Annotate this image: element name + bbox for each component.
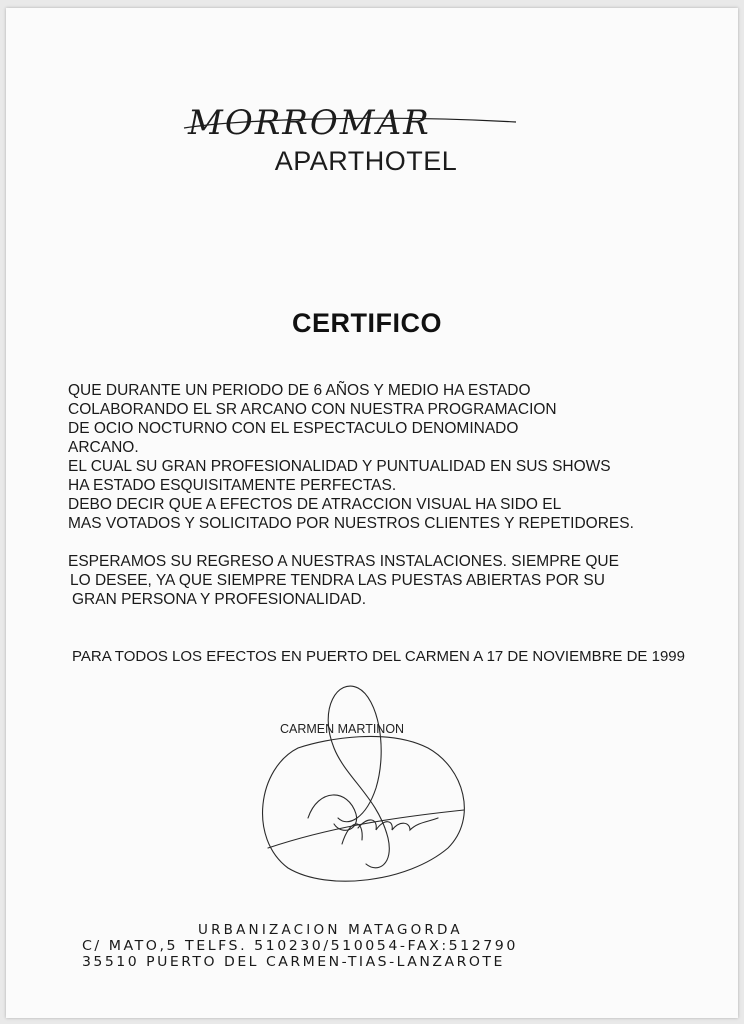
body-line-3: DE OCIO NOCTURNO CON EL ESPECTACULO DENOMINADO	[68, 420, 519, 437]
footer-address-line-3: 35510 PUERTO DEL CARMEN-TIAS-LANZAROTE	[82, 954, 505, 970]
body-line-1: QUE DURANTE UN PERIODO DE 6 AÑOS Y MEDIO HA ESTADO	[68, 382, 531, 399]
body-line-5: EL CUAL SU GRAN PROFESIONALIDAD Y PUNTUALIDAD EN SUS SHOWS	[68, 458, 611, 475]
signer-name: CARMEN MARTINON	[280, 722, 405, 736]
body-line-11: GRAN PERSONA Y PROFESIONALIDAD.	[72, 591, 367, 608]
hotel-subtitle: APARTHOTEL	[274, 146, 458, 176]
body-line-10: LO DESEE, YA QUE SIEMPRE TENDRA LAS PUESTAS ABIERTAS POR SU	[70, 572, 605, 589]
body-line-4: ARCANO.	[68, 439, 139, 456]
footer-address-line-1: URBANIZACION MATAGORDA	[198, 922, 463, 938]
hotel-logo	[176, 98, 526, 146]
body-line-6: HA ESTADO ESQUISITAMENTE PERFECTAS.	[68, 477, 397, 494]
footer-address-line-2: C/ MATO,5 TELFS. 510230/510054-FAX:512790	[82, 938, 518, 954]
body-line-2: COLABORANDO EL SR ARCANO CON NUESTRA PROGRAMACION	[68, 401, 557, 418]
closing-line: PARA TODOS LOS EFECTOS EN PUERTO DEL CARMEN A 17 DE NOVIEMBRE DE 1999	[72, 648, 685, 665]
document-title: CERTIFICO	[292, 308, 442, 338]
certificate-page	[6, 8, 738, 1018]
logo-wordmark: MORROMAR	[188, 103, 431, 143]
body-line-7: DEBO DECIR QUE A EFECTOS DE ATRACCION VISUAL HA SIDO EL	[68, 496, 562, 513]
body-line-8: MAS VOTADOS Y SOLICITADO POR NUESTROS CLIENTES Y REPETIDORES.	[68, 515, 634, 532]
body-line-9: ESPERAMOS SU REGRESO A NUESTRAS INSTALACIONES. SIEMPRE QUE	[68, 553, 619, 570]
handwritten-signature	[238, 668, 478, 898]
